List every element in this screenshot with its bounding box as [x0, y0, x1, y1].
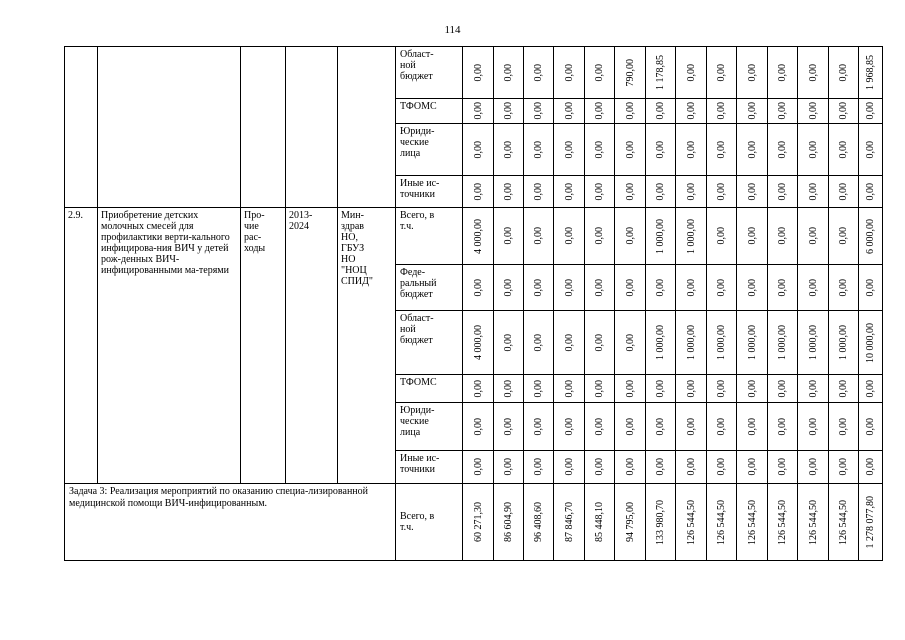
item-2-9-tfoms-value: 0,00 — [554, 375, 585, 403]
top-tfoms-value: 0,00 — [615, 99, 646, 124]
item-2-9-other-value: 0,00 — [494, 451, 524, 484]
item-2-9-federal-value: 0,00 — [798, 265, 829, 311]
item-2-9-federal-value: 0,00 — [646, 265, 676, 311]
funding-source-oblast: Област- ной бюджет — [396, 311, 463, 375]
top-other-value: 0,00 — [494, 176, 524, 208]
task-3-total-value: 126 544,50 — [707, 484, 737, 561]
top-legal-value: 0,00 — [707, 124, 737, 176]
top-other-value: 0,00 — [646, 176, 676, 208]
top-other-value: 0,00 — [798, 176, 829, 208]
top-oblast-value: 0,00 — [463, 47, 494, 99]
top-other-value: 0,00 — [585, 176, 615, 208]
top-tfoms-value: 0,00 — [829, 99, 859, 124]
top-tfoms-value: 0,00 — [737, 99, 768, 124]
top-legal-value: 0,00 — [798, 124, 829, 176]
top-oblast-value: 0,00 — [524, 47, 554, 99]
item-2-9-oblast-value: 0,00 — [524, 311, 554, 375]
expense-type: Про- чие рас- ходы — [241, 208, 286, 484]
top-other-value: 0,00 — [768, 176, 798, 208]
task-3-total-value: 126 544,50 — [737, 484, 768, 561]
item-2-9-oblast-value: 0,00 — [494, 311, 524, 375]
item-2-9-oblast-value: 1 000,00 — [737, 311, 768, 375]
item-2-9-federal-value: 0,00 — [737, 265, 768, 311]
item-2-9-other-value: 0,00 — [463, 451, 494, 484]
funding-source-total: Всего, в т.ч. — [396, 484, 463, 561]
item-2-9-legal-value: 0,00 — [768, 403, 798, 451]
item-2-9-oblast-value: 10 000,00 — [859, 311, 883, 375]
funding-source-legal: Юриди- ческие лица — [396, 403, 463, 451]
item-2-9-tfoms-value: 0,00 — [494, 375, 524, 403]
item-2-9-tfoms-value: 0,00 — [859, 375, 883, 403]
item-2-9-legal-value: 0,00 — [494, 403, 524, 451]
top-other-value: 0,00 — [676, 176, 707, 208]
item-2-9-other-value: 0,00 — [768, 451, 798, 484]
continuation-cell — [338, 47, 396, 208]
item-2-9-oblast-value: 1 000,00 — [646, 311, 676, 375]
item-2-9-tfoms-value: 0,00 — [463, 375, 494, 403]
continuation-cell — [98, 47, 241, 208]
funding-source-legal: Юриди- ческие лица — [396, 124, 463, 176]
budget-table — [64, 46, 883, 561]
item-2-9-oblast-value: 1 000,00 — [829, 311, 859, 375]
item-2-9-legal-value: 0,00 — [737, 403, 768, 451]
item-2-9-legal-value: 0,00 — [646, 403, 676, 451]
task-3-total-value: 133 980,70 — [646, 484, 676, 561]
top-tfoms-value: 0,00 — [798, 99, 829, 124]
top-other-value: 0,00 — [463, 176, 494, 208]
task-3-total-value: 87 846,70 — [554, 484, 585, 561]
task-3-total-value: 85 448,10 — [585, 484, 615, 561]
funding-source-total: Всего, в т.ч. — [396, 208, 463, 265]
item-2-9-tfoms-value: 0,00 — [585, 375, 615, 403]
top-legal-value: 0,00 — [676, 124, 707, 176]
item-2-9-legal-value: 0,00 — [829, 403, 859, 451]
item-2-9-oblast-value: 0,00 — [615, 311, 646, 375]
continuation-cell — [65, 47, 98, 208]
item-2-9-tfoms-value: 0,00 — [707, 375, 737, 403]
item-name: Приобретение детских молочных смесей для профилактики верти-кального инфицирова-ния ВИЧ у детей рож-денных ВИЧ-инфицированными ма-терями — [98, 208, 241, 484]
item-2-9-legal-value: 0,00 — [798, 403, 829, 451]
item-2-9-other-value: 0,00 — [615, 451, 646, 484]
top-legal-value: 0,00 — [494, 124, 524, 176]
item-2-9-total-value: 0,00 — [554, 208, 585, 265]
task-3-description: Задача 3: Реализация мероприятий по оказанию специа-лизированной медицинской помощи ВИЧ-инфицированным. — [65, 484, 396, 561]
top-legal-value: 0,00 — [768, 124, 798, 176]
item-2-9-total-value: 0,00 — [524, 208, 554, 265]
item-2-9-total-value: 4 000,00 — [463, 208, 494, 265]
top-legal-value: 0,00 — [737, 124, 768, 176]
funding-source-federal: Феде- ральный бюджет — [396, 265, 463, 311]
page-number: 114 — [444, 24, 461, 36]
top-legal-value: 0,00 — [463, 124, 494, 176]
top-legal-value: 0,00 — [615, 124, 646, 176]
item-2-9-federal-value: 0,00 — [524, 265, 554, 311]
top-tfoms-value: 0,00 — [707, 99, 737, 124]
task-3-total-value: 60 271,30 — [463, 484, 494, 561]
funding-source-other: Иные ис- точники — [396, 176, 463, 208]
item-2-9-total-value: 0,00 — [585, 208, 615, 265]
period: 2013- 2024 — [286, 208, 338, 484]
top-tfoms-value: 0,00 — [646, 99, 676, 124]
task-3-total-value: 126 544,50 — [768, 484, 798, 561]
top-other-value: 0,00 — [554, 176, 585, 208]
item-2-9-federal-value: 0,00 — [463, 265, 494, 311]
funding-source-oblast: Област- ной бюджет — [396, 47, 463, 99]
item-2-9-federal-value: 0,00 — [615, 265, 646, 311]
item-2-9-oblast-value: 1 000,00 — [676, 311, 707, 375]
top-tfoms-value: 0,00 — [463, 99, 494, 124]
top-oblast-value: 1 178,85 — [646, 47, 676, 99]
funding-source-tfoms: ТФОМС — [396, 99, 463, 124]
item-2-9-total-value: 0,00 — [829, 208, 859, 265]
item-2-9-tfoms-value: 0,00 — [829, 375, 859, 403]
top-oblast-value: 0,00 — [676, 47, 707, 99]
task-3-total-value: 86 604,90 — [494, 484, 524, 561]
item-2-9-total-value: 6 000,00 — [859, 208, 883, 265]
top-tfoms-value: 0,00 — [494, 99, 524, 124]
item-2-9-other-value: 0,00 — [829, 451, 859, 484]
top-oblast-value: 0,00 — [494, 47, 524, 99]
item-2-9-tfoms-value: 0,00 — [615, 375, 646, 403]
item-2-9-oblast-value: 1 000,00 — [768, 311, 798, 375]
item-2-9-legal-value: 0,00 — [554, 403, 585, 451]
task-3-total-value: 126 544,50 — [829, 484, 859, 561]
top-tfoms-value: 0,00 — [859, 99, 883, 124]
top-tfoms-value: 0,00 — [676, 99, 707, 124]
item-2-9-federal-value: 0,00 — [554, 265, 585, 311]
item-2-9-total-value: 0,00 — [707, 208, 737, 265]
item-2-9-other-value: 0,00 — [707, 451, 737, 484]
task-3-total-value: 94 795,00 — [615, 484, 646, 561]
top-oblast-value: 0,00 — [798, 47, 829, 99]
top-oblast-value: 0,00 — [768, 47, 798, 99]
top-other-value: 0,00 — [615, 176, 646, 208]
item-2-9-total-value: 0,00 — [768, 208, 798, 265]
top-other-value: 0,00 — [859, 176, 883, 208]
item-2-9-other-value: 0,00 — [554, 451, 585, 484]
item-2-9-oblast-value: 1 000,00 — [707, 311, 737, 375]
executor: Мин- здрав НО, ГБУЗ НО "НОЦ СПИД" — [338, 208, 396, 484]
item-2-9-legal-value: 0,00 — [707, 403, 737, 451]
item-2-9-legal-value: 0,00 — [615, 403, 646, 451]
item-2-9-total-value: 0,00 — [798, 208, 829, 265]
top-tfoms-value: 0,00 — [585, 99, 615, 124]
item-2-9-oblast-value: 0,00 — [585, 311, 615, 375]
item-2-9-total-value: 0,00 — [615, 208, 646, 265]
top-legal-value: 0,00 — [524, 124, 554, 176]
item-2-9-legal-value: 0,00 — [524, 403, 554, 451]
funding-source-tfoms: ТФОМС — [396, 375, 463, 403]
task-3-total-value: 96 408,60 — [524, 484, 554, 561]
item-2-9-other-value: 0,00 — [798, 451, 829, 484]
item-2-9-oblast-value: 1 000,00 — [798, 311, 829, 375]
item-2-9-oblast-value: 0,00 — [554, 311, 585, 375]
funding-source-other: Иные ис- точники — [396, 451, 463, 484]
item-2-9-federal-value: 0,00 — [859, 265, 883, 311]
item-2-9-other-value: 0,00 — [737, 451, 768, 484]
item-2-9-total-value: 1 000,00 — [676, 208, 707, 265]
top-legal-value: 0,00 — [859, 124, 883, 176]
top-tfoms-value: 0,00 — [554, 99, 585, 124]
item-2-9-federal-value: 0,00 — [829, 265, 859, 311]
item-2-9-tfoms-value: 0,00 — [646, 375, 676, 403]
item-2-9-tfoms-value: 0,00 — [737, 375, 768, 403]
item-2-9-other-value: 0,00 — [859, 451, 883, 484]
top-other-value: 0,00 — [829, 176, 859, 208]
item-2-9-tfoms-value: 0,00 — [768, 375, 798, 403]
item-2-9-federal-value: 0,00 — [768, 265, 798, 311]
table-row — [65, 484, 883, 561]
top-legal-value: 0,00 — [646, 124, 676, 176]
item-2-9-other-value: 0,00 — [676, 451, 707, 484]
item-2-9-legal-value: 0,00 — [676, 403, 707, 451]
item-2-9-total-value: 0,00 — [494, 208, 524, 265]
item-2-9-tfoms-value: 0,00 — [676, 375, 707, 403]
item-2-9-federal-value: 0,00 — [494, 265, 524, 311]
item-2-9-other-value: 0,00 — [646, 451, 676, 484]
item-2-9-total-value: 0,00 — [737, 208, 768, 265]
top-legal-value: 0,00 — [585, 124, 615, 176]
continuation-cell — [286, 47, 338, 208]
item-2-9-legal-value: 0,00 — [859, 403, 883, 451]
item-2-9-legal-value: 0,00 — [463, 403, 494, 451]
task-3-total-value: 1 278 077,80 — [859, 484, 883, 561]
top-tfoms-value: 0,00 — [524, 99, 554, 124]
item-2-9-tfoms-value: 0,00 — [798, 375, 829, 403]
item-2-9-other-value: 0,00 — [524, 451, 554, 484]
top-other-value: 0,00 — [707, 176, 737, 208]
item-2-9-federal-value: 0,00 — [585, 265, 615, 311]
top-oblast-value: 1 968,85 — [859, 47, 883, 99]
item-2-9-total-value: 1 000,00 — [646, 208, 676, 265]
top-oblast-value: 790,00 — [615, 47, 646, 99]
continuation-cell — [241, 47, 286, 208]
top-legal-value: 0,00 — [554, 124, 585, 176]
item-2-9-other-value: 0,00 — [585, 451, 615, 484]
table-row — [65, 208, 883, 265]
top-other-value: 0,00 — [524, 176, 554, 208]
task-3-total-value: 126 544,50 — [798, 484, 829, 561]
table-row — [65, 47, 883, 99]
item-2-9-legal-value: 0,00 — [585, 403, 615, 451]
item-2-9-tfoms-value: 0,00 — [524, 375, 554, 403]
item-2-9-oblast-value: 4 000,00 — [463, 311, 494, 375]
top-oblast-value: 0,00 — [585, 47, 615, 99]
top-tfoms-value: 0,00 — [768, 99, 798, 124]
top-oblast-value: 0,00 — [737, 47, 768, 99]
item-2-9-federal-value: 0,00 — [676, 265, 707, 311]
top-oblast-value: 0,00 — [707, 47, 737, 99]
task-3-total-value: 126 544,50 — [676, 484, 707, 561]
item-2-9-federal-value: 0,00 — [707, 265, 737, 311]
top-legal-value: 0,00 — [829, 124, 859, 176]
top-other-value: 0,00 — [737, 176, 768, 208]
item-number: 2.9. — [65, 208, 98, 484]
top-oblast-value: 0,00 — [554, 47, 585, 99]
top-oblast-value: 0,00 — [829, 47, 859, 99]
